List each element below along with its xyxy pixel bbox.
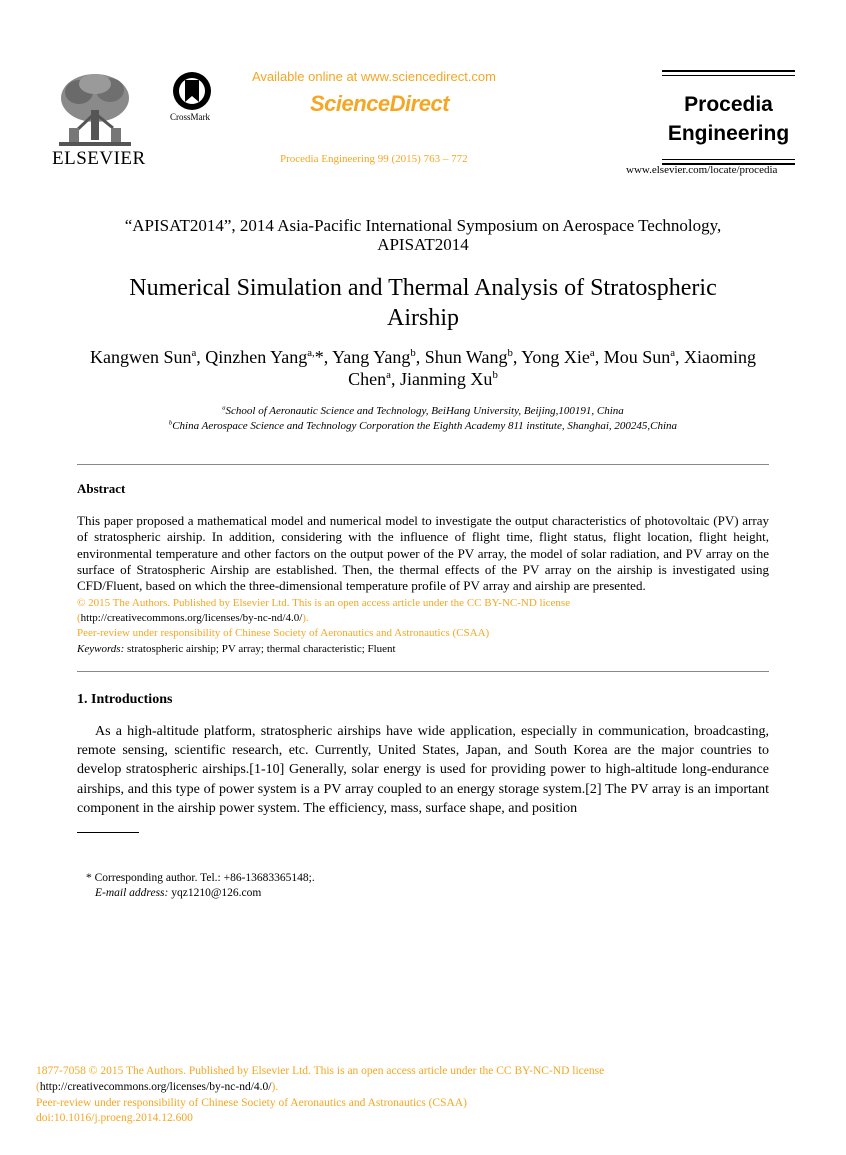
author-affiliation-marker: a: [589, 347, 595, 359]
license-url-link[interactable]: http://creativecommons.org/licenses/by-nc-nd/4.0/: [80, 612, 303, 624]
abstract-license: © 2015 The Authors. Published by Elsevier Ltd. This is an open access article under the CC BY-NC-ND license: [77, 597, 571, 609]
affiliation-b-text: China Aerospace Science and Technology Corporation the Eighth Academy 811 institute, Shanghai, 200245,China: [172, 420, 678, 432]
paper-title: Numerical Simulation and Thermal Analysis of Stratospheric Airship: [129, 275, 717, 331]
journal-citation: Procedia Engineering 99 (2015) 763 – 772: [280, 153, 468, 165]
keywords-label: Keywords:: [77, 643, 125, 655]
footnote-corresponding: * Corresponding author. Tel.: +86-13683365148;.: [86, 872, 315, 884]
elsevier-tree-logo: [55, 70, 135, 150]
author-name: Yang Yang: [332, 347, 411, 367]
author-affiliation-marker: a,: [307, 347, 315, 359]
divider-top: [77, 464, 769, 465]
author-list: Kangwen Sun$^a$, Qinzhen Yang$^{a,}$*, Yang Yang$^b$, Shun Wang$^b$, Yong Xie$^a$, Mou Sun$^a$, Xiaoming Chen$^a$, Jianming Xu$^b$: [89, 347, 757, 389]
email-label: E-mail address:: [95, 887, 169, 899]
introduction-text: As a high-altitude platform, stratospheric airships have wide application, especially in communication, broadcasting, remote sensing, scientific research, etc. Currently, United States, Japan, and South Korea are the major countries to develop stratospheric airships.[1-10] Generally, solar energy is used for providing power to high-altitude long-endurance airships, and this type of power system is a PV array coupled to an energy storage system.[2] The PV array is an important component in the airship power system. The efficiency, mass, surface shape, and position: [77, 724, 769, 816]
abstract-heading: Abstract: [77, 481, 126, 496]
footer-license: 1877-7058 © 2015 The Authors. Published by Elsevier Ltd. This is an open access article under the CC BY-NC-ND license: [36, 1065, 605, 1077]
author-name: Shun Wang: [424, 347, 508, 367]
author-name: Qinzhen Yang: [205, 347, 308, 367]
publisher-name: ELSEVIER: [52, 148, 146, 169]
author-affiliation-marker: b: [492, 369, 498, 381]
journal-title-line2: Engineering: [667, 122, 790, 145]
footnote-email: [95, 887, 261, 899]
affiliation-b: [100, 420, 746, 432]
footer-doi[interactable]: doi:10.1016/j.proeng.2014.12.600: [36, 1112, 193, 1124]
section-heading-introduction: 1. Introductions: [77, 692, 173, 707]
abstract-peer-review: Peer-review under responsibility of Chinese Society of Aeronautics and Astronautics (CSAA): [77, 627, 490, 639]
footnote-rule: [77, 832, 139, 833]
footer-paren-open: (: [36, 1081, 40, 1093]
footer-paren-close: ).: [271, 1081, 279, 1093]
author-name: Kangwen Sun: [89, 347, 192, 367]
divider-bottom: [77, 671, 769, 672]
abstract-text: This paper proposed a mathematical model and numerical model to investigate the output characteristics of photovoltaic (PV) array of stratospheric airship. In addition, considering with the influence of flight time, flight status, flight location, flight height, environmental temperature and other factors on the output power of the PV array, the model of solar radiation, and PV array on the surface of Stratospheric Airship are established. Then, the thermal effects of the PV array on the airship is investigated using CFD/Fluent, based on which the three-dimensional temperature profile of PV array and airship are presented.: [77, 513, 769, 594]
author-name: Jianming Xu: [399, 369, 493, 389]
journal-url-link[interactable]: www.elsevier.com/locate/procedia: [626, 164, 778, 176]
author-affiliation-marker: b: [410, 347, 416, 359]
sciencedirect-logo: ScienceDirect: [310, 91, 450, 116]
footer-license-url-line: [36, 1081, 278, 1093]
license-paren-open: (: [77, 612, 81, 624]
affiliation-a-marker: a: [222, 404, 226, 412]
affiliation-a: [100, 405, 746, 417]
author-affiliation-marker: b: [507, 347, 513, 359]
journal-title-line1: Procedia: [684, 93, 773, 116]
author-affiliation-marker: a: [386, 369, 391, 381]
author-affiliation-marker: a: [670, 347, 676, 359]
crossmark-label: CrossMark: [170, 112, 210, 122]
abstract-license-url-line: [77, 612, 309, 624]
affiliation-b-marker: b: [168, 419, 173, 427]
keywords-text: stratospheric airship; PV array; thermal characteristic; Fluent: [124, 643, 396, 655]
footer-license-url-link[interactable]: http://creativecommons.org/licenses/by-nc-nd/4.0/: [39, 1081, 272, 1093]
affiliation-a-text: School of Aeronautic Science and Technology, BeiHang University, Beijing,100191, China: [225, 405, 624, 417]
corresponding-author-marker: *: [314, 347, 324, 367]
journal-title-box: [662, 70, 795, 165]
author-name: Yong Xie: [521, 347, 590, 367]
author-name: Mou Sun: [603, 347, 671, 367]
email-address-link[interactable]: yqz1210@126.com: [168, 887, 262, 899]
license-paren-close: ).: [302, 612, 309, 624]
journal-title: [662, 90, 795, 148]
footer-peer-review: Peer-review under responsibility of Chinese Society of Aeronautics and Astronautics (CSAA): [36, 1097, 467, 1109]
keywords: [77, 643, 396, 655]
author-affiliation-marker: a: [191, 347, 197, 359]
author-name: Xiaoming Chen: [348, 347, 757, 389]
available-online-link[interactable]: Available online at www.sciencedirect.com: [252, 69, 496, 84]
conference-name: “APISAT2014”, 2014 Asia-Pacific International Symposium on Aerospace Technology, APISAT2014: [124, 216, 722, 254]
